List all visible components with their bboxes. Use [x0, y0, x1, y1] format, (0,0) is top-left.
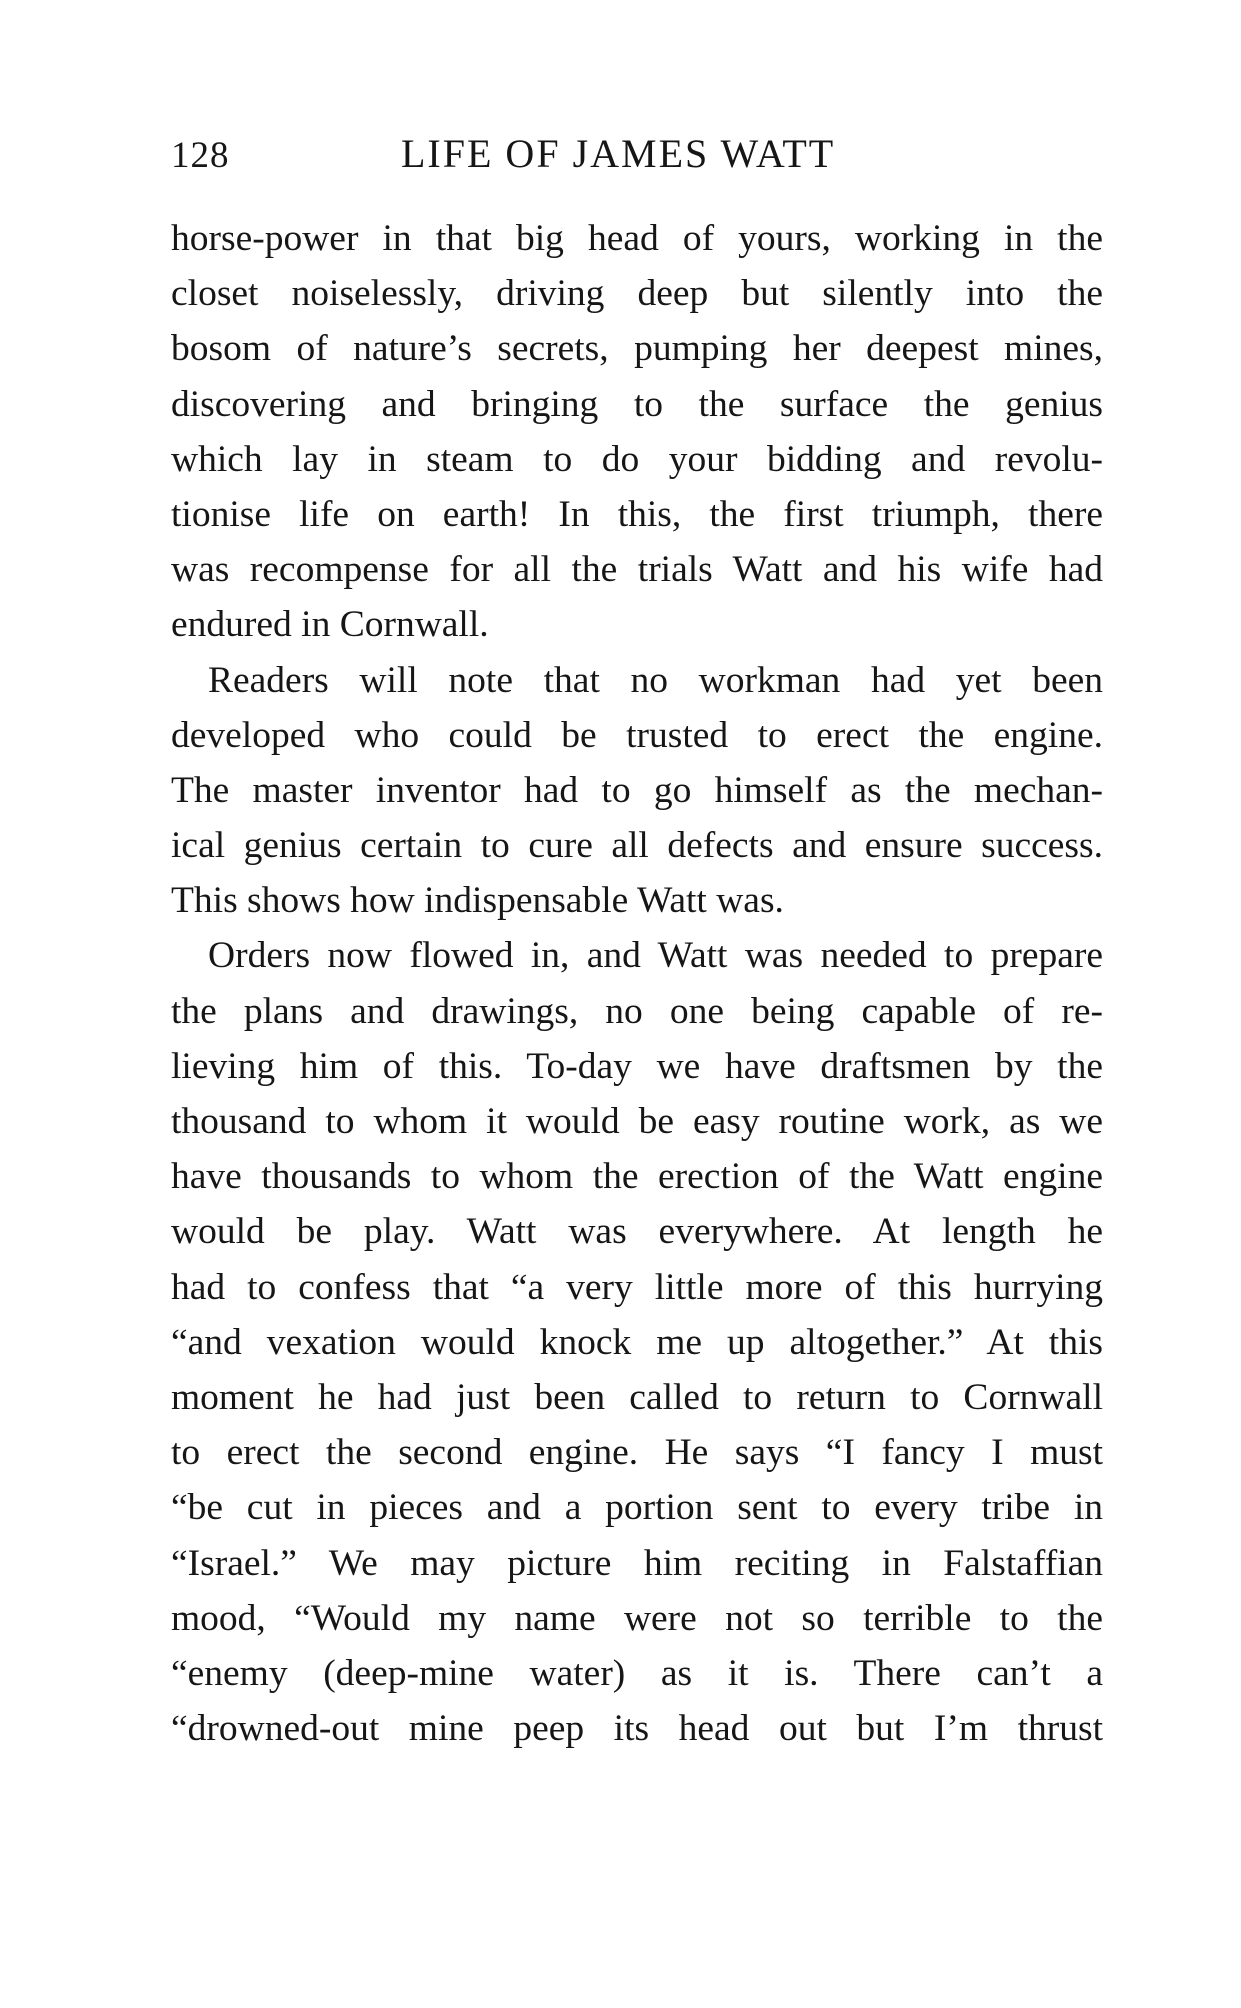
text-line: ical genius certain to cure all defects and ensure success. — [171, 825, 1103, 867]
running-head — [171, 130, 1103, 186]
text-line: moment he had just been called to return to Cornwall — [171, 1376, 1103, 1418]
running-title: LIFE OF JAMES WATT — [401, 131, 836, 176]
text-line: would be play. Watt was everywhere. At length he — [171, 1211, 1103, 1253]
text-line: endured in Cornwall. — [171, 604, 489, 646]
text-line: closet noiselessly, driving deep but silently into the — [171, 273, 1103, 315]
text-line: tionise life on earth! In this, the first triumph, there — [171, 493, 1103, 535]
text-line: discovering and bringing to the surface the genius — [171, 383, 1103, 425]
text-line: have thousands to whom the erection of the Watt engine — [171, 1156, 1103, 1198]
text-line: which lay in steam to do your bidding and revolu- — [171, 438, 1103, 480]
text-line: to erect the second engine. He says “I fancy I must — [171, 1432, 1103, 1474]
page-number: 128 — [171, 135, 230, 176]
text-line: “be cut in pieces and a portion sent to every tribe in — [171, 1487, 1103, 1529]
text-line: had to confess that “a very little more of this hurrying — [171, 1266, 1103, 1308]
text-line: was recompense for all the trials Watt and his wife had — [171, 549, 1103, 591]
text-line: “drowned-out mine peep its head out but I’m thrust — [171, 1708, 1103, 1750]
text-line: lieving him of this. To-day we have draftsmen by the — [171, 1045, 1103, 1087]
text-line: This shows how indispensable Watt was. — [171, 880, 784, 922]
text-line: “and vexation would knock me up altogether.” At this — [171, 1321, 1103, 1363]
text-line: the plans and drawings, no one being capable of re- — [171, 990, 1103, 1032]
text-line: “Israel.” We may picture him reciting in Falstaffian — [171, 1542, 1103, 1584]
text-line: thousand to whom it would be easy routine work, as we — [171, 1101, 1103, 1142]
body-text — [171, 211, 1103, 1756]
text-line: developed who could be trusted to erect the engine. — [171, 714, 1103, 756]
text-line: Orders now flowed in, and Watt was needed to prepare — [208, 935, 1103, 977]
text-line: mood, “Would my name were not so terrible to the — [171, 1597, 1103, 1639]
text-line: horse-power in that big head of yours, working in the — [171, 218, 1103, 259]
text-line: Readers will note that no workman had yet been — [208, 659, 1103, 701]
text-line: bosom of nature’s secrets, pumping her deepest mines, — [171, 328, 1103, 370]
text-line: “enemy (deep-mine water) as it is. There can’t a — [171, 1652, 1103, 1694]
text-line: The master inventor had to go himself as the mechan- — [171, 769, 1103, 811]
